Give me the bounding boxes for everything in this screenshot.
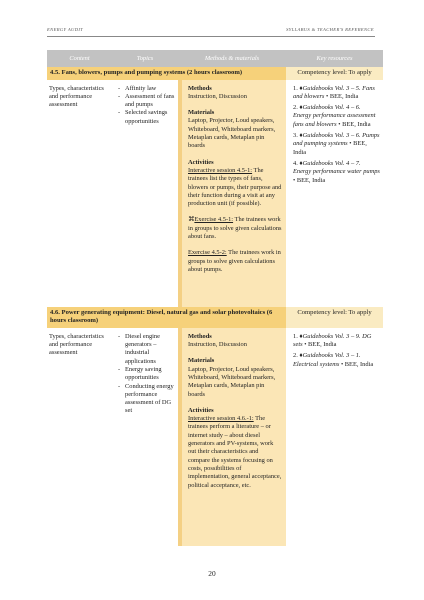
methods-text: Instruction, Discussion — [188, 92, 247, 100]
activity-item — [188, 249, 282, 274]
activities-heading: Activities — [188, 406, 214, 414]
activity-item — [188, 216, 282, 241]
section-title: 4.5. Fans, blowers, pumps and pumping systems (2 hours classroom) — [47, 67, 286, 80]
materials-heading: Materials — [188, 357, 215, 365]
resource-number: 4. — [293, 159, 298, 167]
activity-text: The trainees work in groups to solve given calculations about fans. — [188, 216, 282, 241]
methods-heading: Methods — [188, 332, 212, 340]
resource-publisher: • BEE, India — [293, 140, 367, 156]
resource-number: 2. — [293, 104, 298, 112]
resource-number: 1. — [293, 84, 298, 92]
running-header-right: SYLLABUS & TEACHER'S REFERENCE — [286, 27, 374, 32]
resource-item — [293, 132, 380, 157]
header-methods: Methods & materials — [204, 55, 260, 62]
header-topics: Topics — [136, 55, 154, 62]
competency-level: Competency level: To apply — [286, 67, 383, 80]
section-body — [47, 80, 383, 307]
header-resources: Key resources — [316, 55, 353, 62]
activities-heading: Activities — [188, 158, 214, 166]
topic-item: - Diesel engine generators – industrial applications — [118, 333, 176, 366]
topic-item: - Conducting energy performance assessment of DG set — [118, 383, 176, 416]
diamond-icon: ♦ — [299, 84, 303, 92]
activity-text: The trainees perform a literature – or internet study – about diesel generators and PV-systems, work out their characteristics and compare the systems focusing on costs, possibilities of implementation, general acceptance, political acceptance, etc. — [188, 415, 282, 489]
methods-cell — [178, 328, 286, 546]
content-cell: Types, characteristics and performance assessment — [49, 332, 104, 357]
resource-publisher: • BEE, India — [340, 360, 374, 368]
activity-label: Exercise 4.5-2: — [188, 249, 227, 257]
page-number: 20 — [208, 569, 216, 578]
topic-item: - Energy saving opportunities — [118, 366, 176, 383]
resource-title: Guidebooks Vol. 3 – 9. DG sets — [293, 332, 372, 349]
resource-item — [293, 160, 380, 185]
section-title-row — [47, 307, 383, 328]
table-header-row — [47, 50, 383, 67]
materials-heading: Materials — [188, 109, 215, 117]
diamond-icon: ♦ — [299, 132, 303, 140]
resource-item — [293, 104, 380, 129]
section-title: 4.6. Power generating equipment: Diesel, natural gas and solar photovoltaics (6 hours classroom) — [47, 307, 286, 328]
resource-item — [293, 333, 380, 350]
resource-number: 2. — [293, 352, 298, 360]
methods-heading: Methods — [188, 84, 212, 92]
materials-text: Laptop, Projector, Loud speakers, Whiteboard, Whiteboard markers, Metaplan cards, Metaplan pin boards — [188, 365, 276, 398]
content-cell: Types, characteristics and performance assessment — [49, 84, 104, 109]
diamond-icon: ♦ — [299, 352, 303, 360]
diamond-icon: ♦ — [299, 104, 303, 112]
header-rule — [47, 36, 375, 37]
resource-publisher: • BEE, India — [326, 92, 359, 100]
diamond-icon: ♦ — [299, 159, 303, 167]
section-body — [47, 328, 383, 546]
resource-number: 3. — [293, 132, 298, 140]
methods-text: Instruction, Discussion — [188, 341, 247, 349]
topic-item: - Affinity law — [118, 85, 176, 93]
activity-text: The trainees work in groups to solve given calculations about pumps. — [188, 249, 281, 273]
activity-label: Exercise 4.5-1: — [194, 216, 234, 224]
topic-item: - Selected savings opportunities — [118, 109, 176, 126]
topics-cell — [112, 80, 178, 307]
competency-level: Competency level: To apply — [286, 307, 383, 328]
resource-item — [293, 85, 380, 102]
methods-cell — [178, 80, 286, 307]
running-header-left: ENERGY AUDIT — [47, 27, 84, 32]
resources-cell — [286, 328, 383, 546]
topic-item: - Assessment of fans and pumps — [118, 93, 176, 110]
activity-label: Interactive session 4.6.-1: — [188, 415, 254, 423]
activity-item — [188, 167, 282, 208]
activity-item — [188, 415, 282, 490]
topics-list — [112, 85, 176, 126]
exercise-icon: ⌘ — [188, 216, 195, 224]
resource-title: Guidebooks Vol. 4 – 7. Energy performance water pumps — [293, 159, 380, 176]
topics-list — [112, 333, 176, 416]
resource-title: Guidebooks Vol. 4 – 6. Energy performance assessment fans and blowers — [293, 104, 376, 128]
activity-text: The trainees list the types of fans, blowers or pumps, their purpose and their function during a visit at any production unit (if possible). — [188, 166, 282, 208]
syllabus-table — [47, 50, 383, 546]
resource-number: 1. — [293, 332, 298, 340]
resource-publisher: • BEE, India — [338, 120, 371, 128]
resource-item — [293, 352, 380, 369]
resource-title: Guidebooks Vol. 3 – 1. Electrical systems — [293, 352, 361, 368]
section-title-row — [47, 67, 383, 80]
materials-text: Laptop, Projector, Loud speakers, Whiteboard, Whiteboard markers, Metaplan cards, Metaplan pin boards — [188, 117, 276, 150]
topics-cell — [112, 328, 178, 546]
diamond-icon: ♦ — [299, 332, 303, 340]
resource-title: Guidebooks Vol. 3 – 5. Fans and blowers — [293, 84, 375, 100]
resource-publisher: • BEE, India — [293, 176, 326, 184]
activity-label: Interactive session 4.5-1: — [188, 166, 253, 174]
header-content: Content — [69, 55, 90, 62]
resource-title: Guidebooks Vol. 3 – 6. Pumps and pumping systems — [293, 132, 380, 148]
resources-cell — [286, 80, 383, 307]
resource-publisher: • BEE, India — [304, 341, 337, 349]
